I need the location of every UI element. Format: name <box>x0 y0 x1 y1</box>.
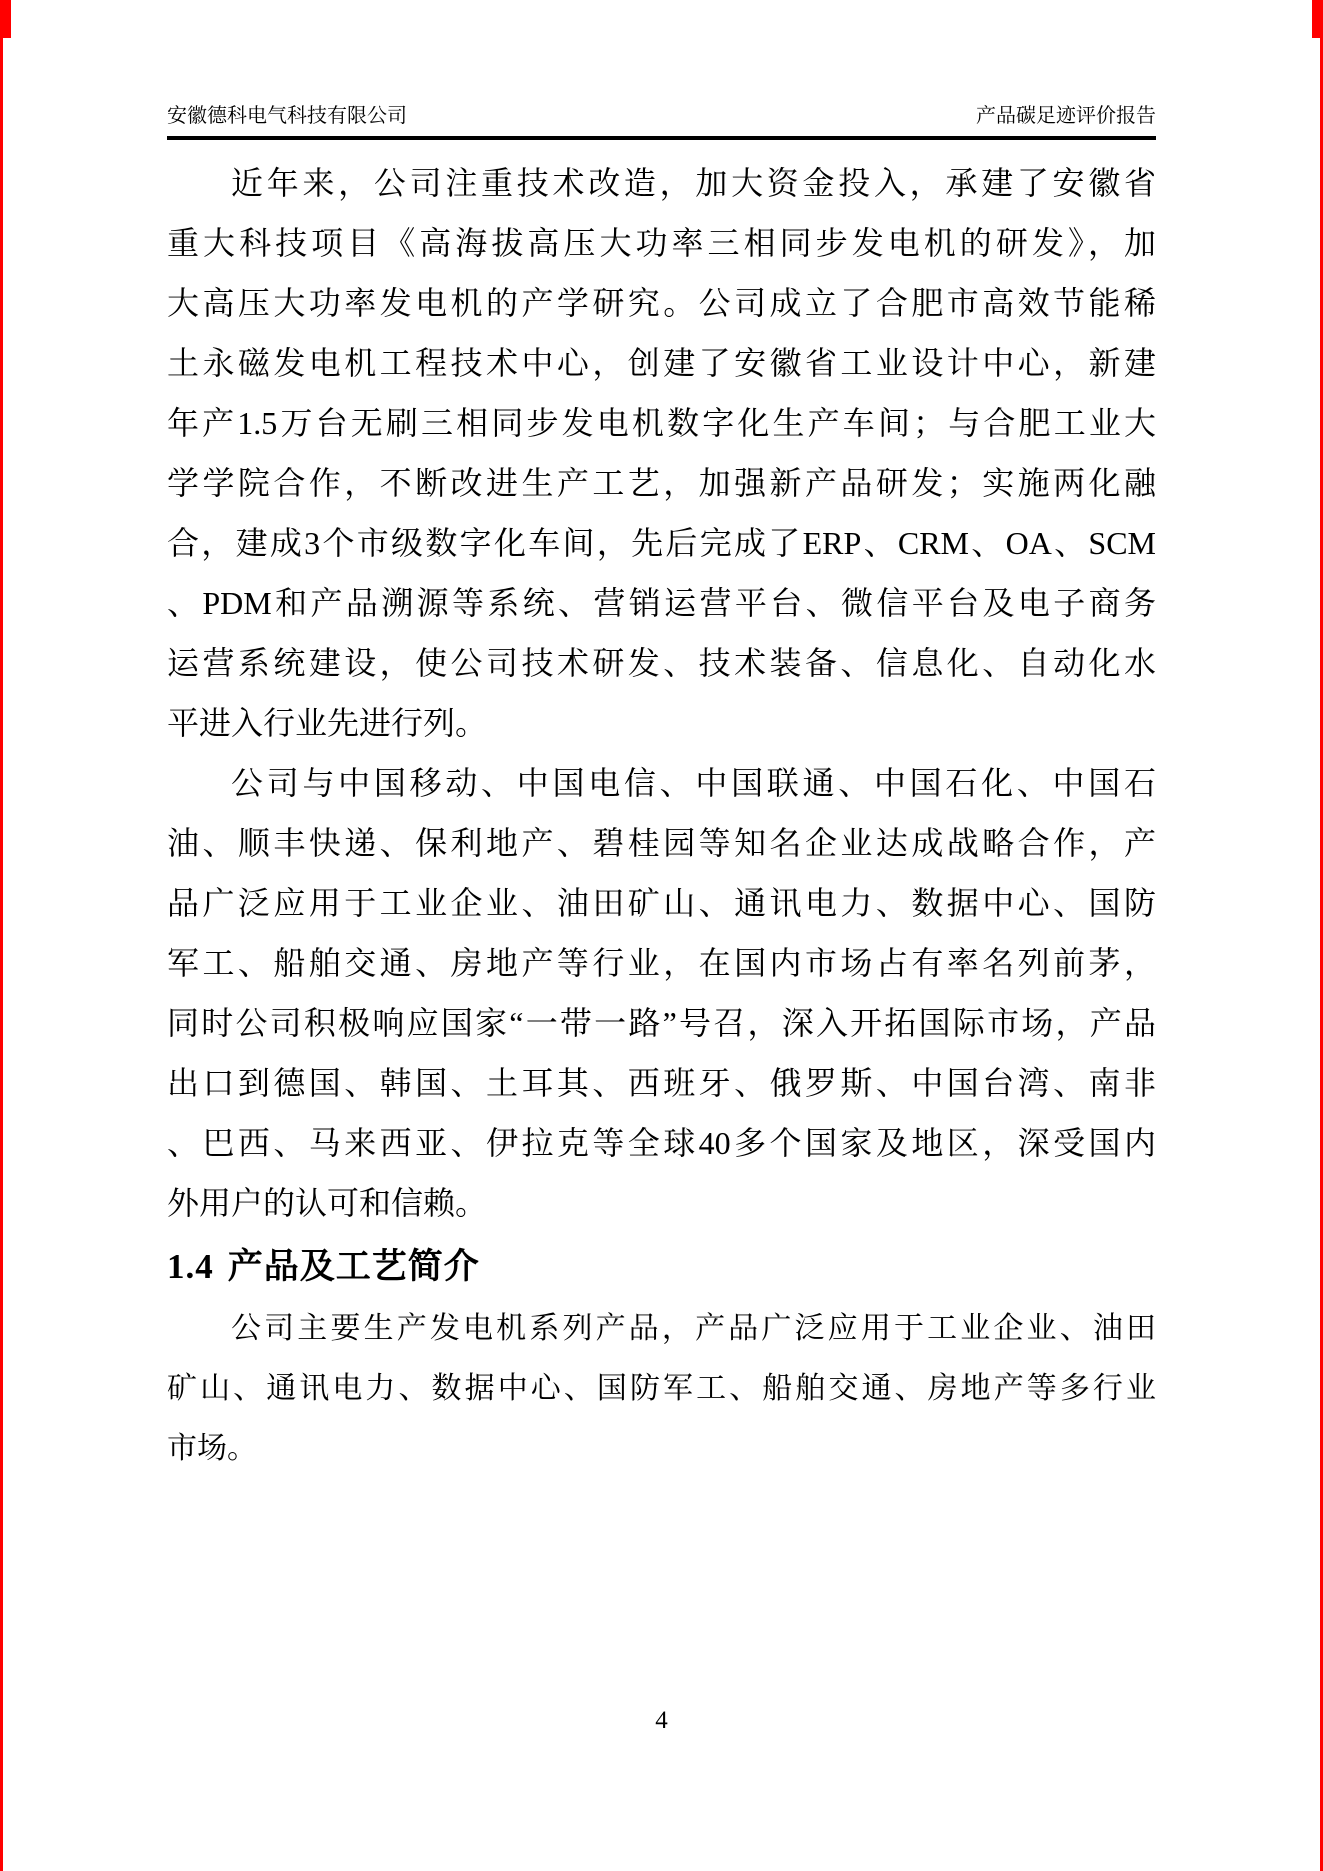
paragraph-line: 公司与中国移动、中国电信、中国联通、中国石化、中国石 <box>231 765 1156 801</box>
paragraph-line: 品广泛应用于工业企业、油田矿山、通讯电力、数据中心、国防 <box>167 885 1156 921</box>
corner-mark-top-right <box>1312 0 1323 38</box>
running-header <box>167 0 1156 140</box>
paragraph-1 <box>167 153 1156 753</box>
paragraph-line: 近年来，公司注重技术改造，加大资金投入，承建了安徽省 <box>231 165 1156 201</box>
header-report-title: 产品碳足迹评价报告 <box>976 105 1156 127</box>
paragraph-3 <box>167 1299 1156 1479</box>
paragraph-line: 合，建成3个市级数字化车间，先后完成了ERP、CRM、OA、SCM <box>167 525 1156 561</box>
paragraph-line: 同时公司积极响应国家“一带一路”号召，深入开拓国际市场，产品 <box>167 1005 1156 1041</box>
paragraph-line: 外用户的认可和信赖。 <box>167 1185 488 1221</box>
paragraph-line: 重大科技项目《高海拔高压大功率三相同步发电机的研发》，加 <box>167 225 1156 261</box>
paragraph-line: 市场。 <box>167 1432 257 1465</box>
paragraph-line: 学学院合作，不断改进生产工艺，加强新产品研发；实施两化融 <box>167 465 1156 501</box>
paragraph-2 <box>167 753 1156 1233</box>
paragraph-line: 大高压大功率发电机的产学研究。公司成立了合肥市高效节能稀 <box>167 285 1156 321</box>
paragraph-line: 油、顺丰快递、保利地产、碧桂园等知名企业达成战略合作，产 <box>167 825 1156 861</box>
corner-mark-top-left <box>0 0 11 38</box>
paragraph-line: 、PDM和产品溯源等系统、营销运营平台、微信平台及电子商务 <box>167 585 1156 621</box>
page-edge-mark-left <box>0 0 3 1871</box>
section-heading <box>167 1243 1156 1291</box>
paragraph-line: 出口到德国、韩国、土耳其、西班牙、俄罗斯、中国台湾、南非 <box>167 1065 1156 1101</box>
paragraph-line: 土永磁发电机工程技术中心，创建了安徽省工业设计中心，新建 <box>167 345 1156 381</box>
page-number: 4 <box>655 1707 668 1734</box>
paragraph-line: 平进入行业先进行列。 <box>167 705 488 741</box>
paragraph-line: 年产1.5万台无刷三相同步发电机数字化生产车间；与合肥工业大 <box>167 405 1156 441</box>
section-number: 1.4 <box>167 1247 214 1286</box>
header-company-name: 安徽德科电气科技有限公司 <box>167 105 407 127</box>
section-title: 产品及工艺简介 <box>227 1247 480 1286</box>
paragraph-line: 矿山、通讯电力、数据中心、国防军工、船舶交通、房地产等多行业 <box>167 1372 1156 1405</box>
paragraph-line: 运营系统建设，使公司技术研发、技术装备、信息化、自动化水 <box>167 645 1156 681</box>
paragraph-line: 、巴西、马来西亚、伊拉克等全球40多个国家及地区，深受国内 <box>167 1125 1156 1161</box>
content-area <box>167 0 1156 1479</box>
paragraph-line: 公司主要生产发电机系列产品，产品广泛应用于工业企业、油田 <box>231 1312 1156 1345</box>
paragraph-line: 军工、船舶交通、房地产等行业，在国内市场占有率名列前茅， <box>167 945 1156 981</box>
